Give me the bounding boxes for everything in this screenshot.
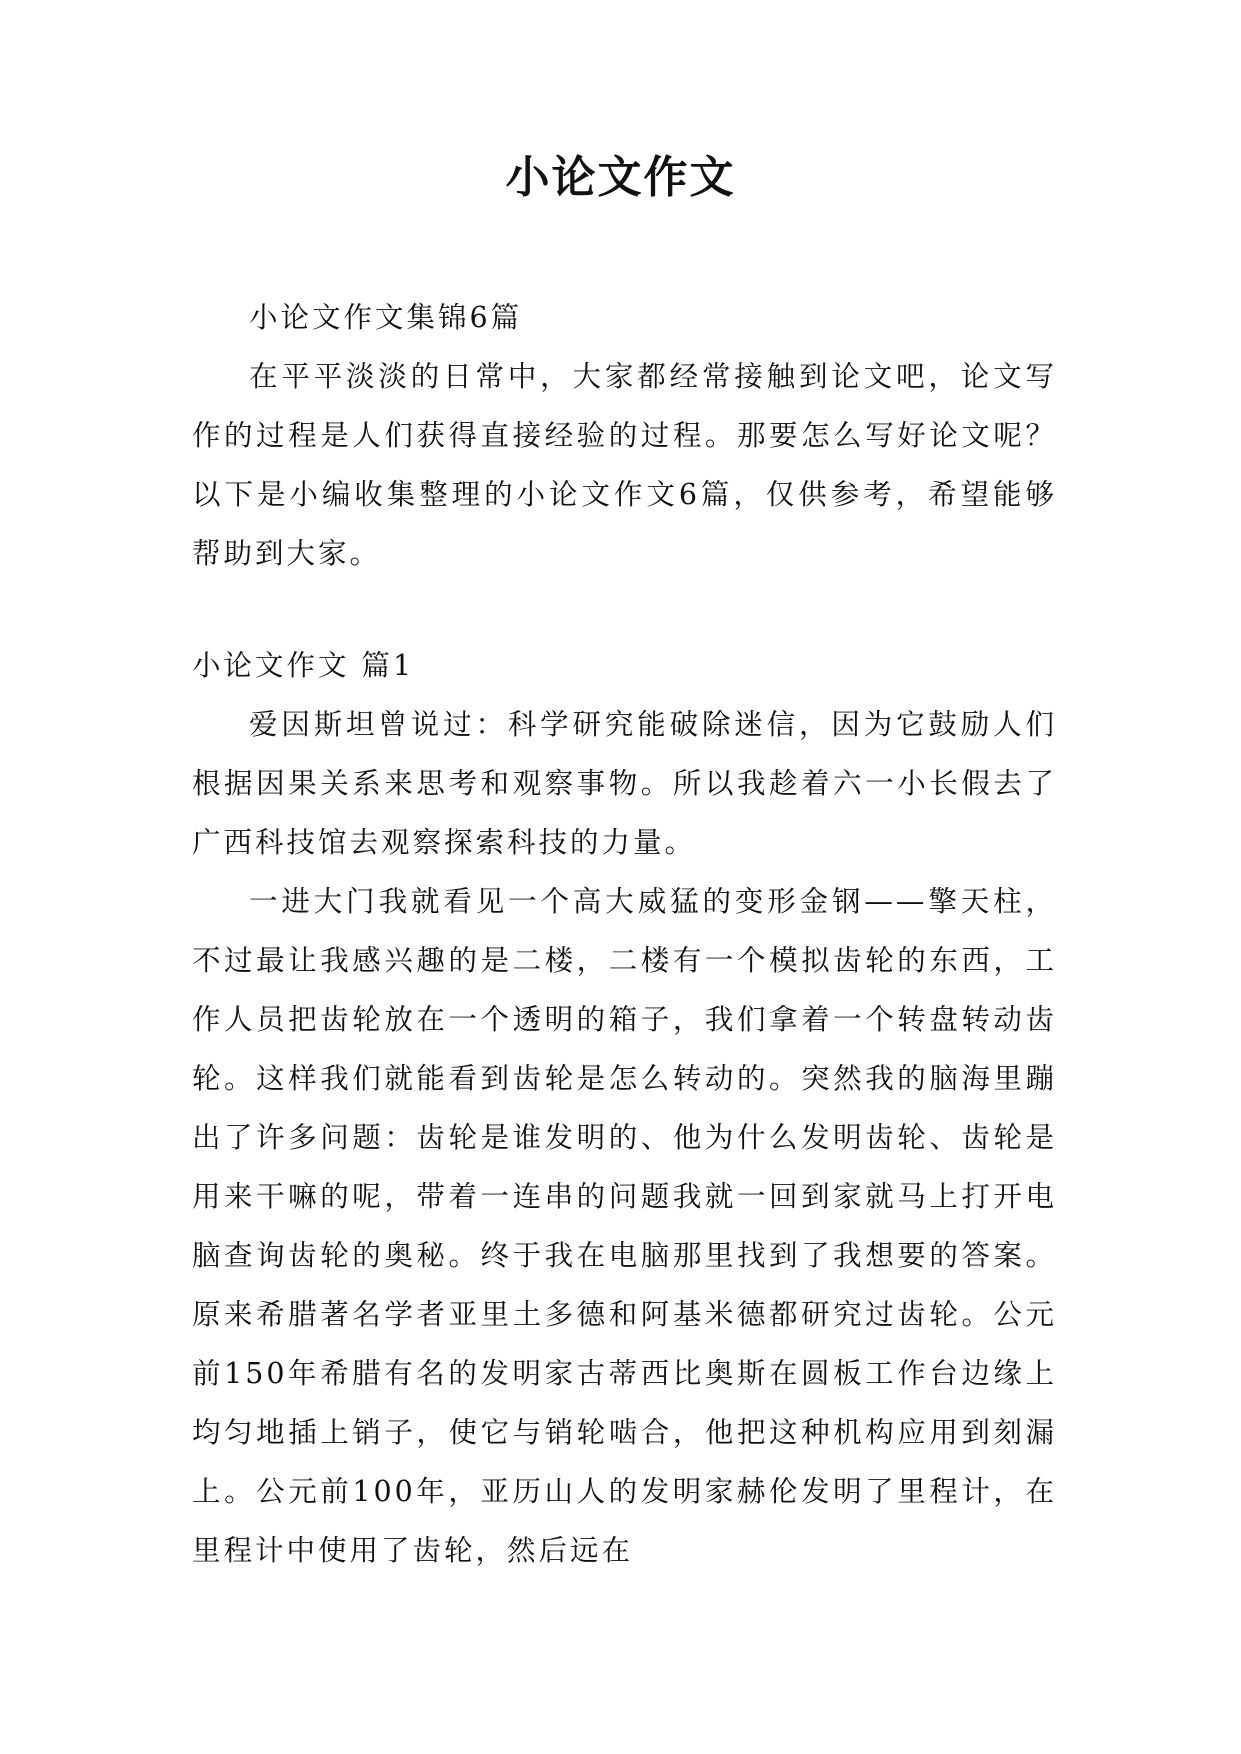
section-heading: 小论文作文 篇1 (192, 649, 415, 682)
section-1 (192, 636, 1057, 1580)
collection-subtitle: 小论文作文集锦6篇 (249, 301, 523, 334)
document-title: 小论文作文 (505, 152, 736, 203)
body-paragraph: 一进大门我就看见一个高大威猛的变形金钢——擎天柱，不过最让我感兴趣的是二楼，二楼有一个模拟齿轮的东西，工作人员把齿轮放在一个透明的箱子，我们拿着一个转盘转动齿轮。这样我们就能看到齿轮是怎么转动的。突然我的脑海里蹦出了许多问题：齿轮是谁发明的、他为什么发明齿轮、齿轮是用来干嘛的呢，带着一连串的问题我就一回到家就马上打开电脑查询齿轮的奥秘。终于我在电脑那里找到了我想要的答案。原来希腊著名学者亚里土多德和阿基米德都研究过齿轮。公元前150年希腊有名的发明家古蒂西比奥斯在圆板工作台边缘上均匀地插上销子，使它与销轮啮合，他把这种机构应用到刻漏上。公元前100年，亚历山人的发明家赫伦发明了里程计，在里程计中使用了齿轮，然后远在 (192, 885, 1057, 1567)
body-paragraph: 爱因斯坦曾说过：科学研究能破除迷信，因为它鼓励人们根据因果关系来思考和观察事物。所以我趁着六一小长假去了广西科技馆去观察探索科技的力量。 (192, 708, 1057, 859)
intro-block (192, 288, 1057, 583)
intro-paragraph: 在平平淡淡的日常中，大家都经常接触到论文吧，论文写作的过程是人们获得直接经验的过程。那要怎么写好论文呢？以下是小编收集整理的小论文作文6篇，仅供参考，希望能够帮助到大家。 (192, 360, 1057, 570)
